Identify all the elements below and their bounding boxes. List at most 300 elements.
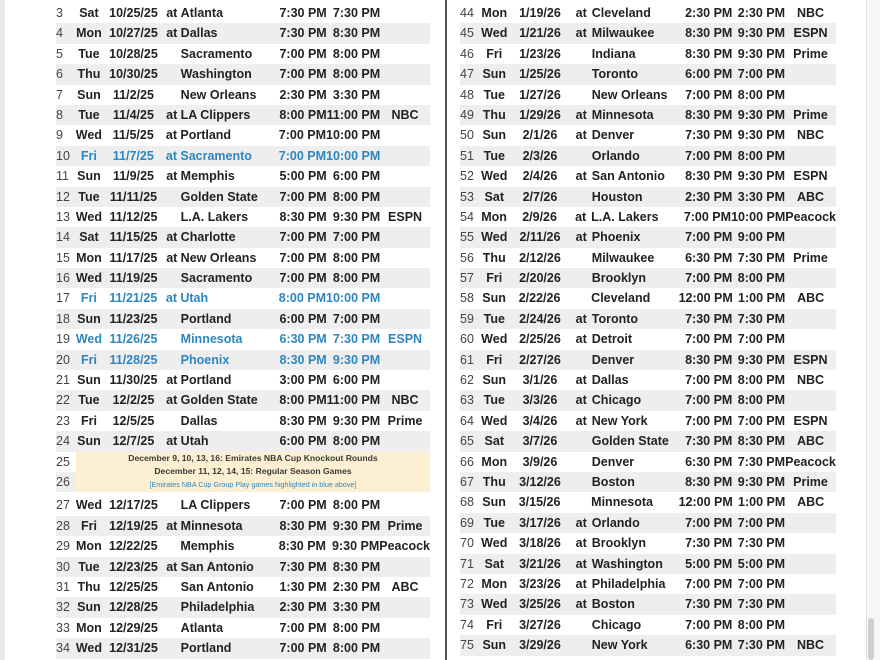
opponent: New York: [591, 413, 648, 428]
game-number: 5: [56, 46, 63, 61]
game-day: Fri: [80, 413, 97, 428]
game-row: [56, 288, 430, 308]
home-time: 7:00 PM: [737, 515, 786, 530]
home-time: 7:30 PM: [737, 638, 786, 653]
local-time: 8:00 PM: [279, 107, 327, 122]
game-row: [56, 516, 430, 536]
game-row: [56, 227, 430, 247]
game-date: 2/3/26: [522, 148, 558, 163]
opponent: Portland: [180, 641, 232, 656]
game-number: 55: [460, 230, 474, 245]
local-time: 8:30 PM: [279, 209, 327, 224]
local-time: 3:00 PM: [279, 373, 327, 388]
home-time: 9:30 PM: [332, 539, 380, 554]
opponent: Sacramento: [180, 148, 252, 163]
away-indicator: at: [166, 250, 178, 265]
game-day: Sat: [79, 230, 99, 245]
home-time: 9:30 PM: [737, 107, 786, 122]
game-date: 1/25/26: [519, 67, 561, 82]
opponent: Brooklyn: [591, 536, 646, 551]
game-number: 74: [460, 617, 474, 632]
away-indicator: at: [575, 393, 587, 408]
opponent: Minnesota: [591, 107, 654, 122]
local-time: 7:00 PM: [279, 67, 327, 82]
local-time: 8:30 PM: [279, 352, 327, 367]
game-number: 52: [460, 169, 474, 184]
away-indicator: at: [166, 169, 178, 184]
game-day: Sun: [77, 373, 101, 388]
game-row: [56, 309, 430, 329]
home-time: 9:30 PM: [737, 169, 786, 184]
game-date: 2/20/26: [519, 271, 561, 286]
opponent: LA Clippers: [180, 498, 251, 513]
home-time: 8:00 PM: [332, 189, 381, 204]
game-date: 2/7/26: [522, 189, 558, 204]
home-time: 9:30 PM: [332, 352, 381, 367]
game-day: Sat: [79, 6, 99, 20]
home-time: 10:00 PM: [326, 291, 381, 306]
game-number: 21: [56, 373, 70, 388]
game-day: Thu: [77, 67, 101, 82]
local-time: 6:00 PM: [685, 67, 733, 82]
note-row-numbers: [56, 452, 76, 493]
game-day: Wed: [75, 641, 103, 656]
game-date: 3/9/26: [522, 454, 558, 469]
game-date: 3/12/26: [519, 474, 561, 489]
game-day: Wed: [75, 209, 103, 224]
game-number: 58: [460, 291, 474, 306]
local-time: 7:00 PM: [685, 617, 733, 632]
game-date: 10/30/25: [109, 67, 158, 82]
row-number: 25: [56, 454, 70, 469]
opponent: Golden State: [180, 393, 258, 408]
opponent: Dallas: [180, 413, 218, 428]
local-time: 7:00 PM: [683, 209, 732, 224]
game-date: 11/7/25: [112, 148, 154, 163]
home-time: 8:00 PM: [332, 271, 381, 286]
opponent: Washington: [180, 67, 252, 82]
game-number: 24: [56, 434, 70, 449]
game-row: [56, 248, 430, 268]
local-time: 6:00 PM: [279, 434, 327, 449]
home-time: 9:30 PM: [737, 26, 786, 41]
opponent: Minnesota: [180, 518, 243, 533]
game-number: 46: [460, 46, 474, 61]
game-number: 70: [460, 536, 474, 551]
opponent: Atlanta: [180, 6, 224, 20]
away-indicator: at: [575, 26, 587, 41]
opponent: New Orleans: [591, 87, 668, 102]
home-time: 8:30 PM: [332, 559, 381, 574]
game-date: 11/5/25: [112, 128, 154, 143]
game-date: 2/4/26: [522, 169, 558, 184]
game-day: Tue: [483, 148, 505, 163]
local-time: 7:30 PM: [279, 6, 327, 20]
local-time: 6:30 PM: [279, 332, 327, 347]
game-number: 28: [56, 518, 70, 533]
game-date: 12/19/25: [109, 518, 158, 533]
game-row: [56, 557, 430, 577]
game-day: Mon: [76, 26, 102, 41]
opponent: Golden State: [591, 434, 669, 449]
local-time: 7:00 PM: [685, 271, 733, 286]
tv-network: Prime: [793, 46, 828, 61]
game-date: 12/5/25: [112, 413, 155, 428]
game-number: 75: [460, 638, 474, 653]
local-time: 7:00 PM: [279, 46, 327, 61]
game-day: Tue: [483, 393, 505, 408]
opponent: Orlando: [591, 515, 640, 530]
game-row: [460, 635, 836, 655]
game-day: Sun: [482, 638, 507, 653]
home-time: 11:00 PM: [326, 107, 381, 122]
home-time: 7:00 PM: [737, 576, 786, 591]
local-time: 6:30 PM: [685, 638, 733, 653]
game-date: 12/2/25: [112, 393, 155, 408]
game-day: Sun: [482, 291, 506, 306]
game-date: 12/25/25: [109, 579, 158, 594]
game-row: [460, 492, 836, 512]
opponent: Boston: [591, 597, 635, 612]
opponent: Boston: [591, 474, 635, 489]
game-number: 34: [56, 641, 70, 656]
home-time: 5:00 PM: [737, 556, 786, 571]
game-date: 1/21/26: [519, 26, 561, 41]
game-day: Sun: [77, 87, 101, 102]
home-time: 9:30 PM: [332, 209, 381, 224]
game-date: 3/27/26: [519, 617, 561, 632]
game-date: 12/23/25: [109, 559, 158, 574]
local-time: 2:30 PM: [279, 87, 327, 102]
game-day: Thu: [482, 250, 506, 265]
opponent: Dallas: [180, 26, 218, 41]
game-date: 2/22/26: [518, 291, 561, 306]
game-row: [460, 472, 836, 492]
home-time: 7:30 PM: [737, 536, 786, 551]
away-indicator: at: [575, 6, 587, 20]
local-time: 7:00 PM: [278, 148, 327, 163]
home-time: 3:30 PM: [737, 189, 786, 204]
game-day: Mon: [76, 539, 102, 554]
game-row: [56, 187, 430, 207]
game-date: 2/9/26: [522, 209, 557, 224]
home-time: 8:00 PM: [332, 67, 381, 82]
opponent: Philadelphia: [180, 600, 255, 615]
game-date: 11/15/25: [109, 230, 158, 245]
game-number: 17: [56, 291, 70, 306]
opponent: Atlanta: [180, 620, 224, 635]
opponent: Portland: [180, 373, 232, 388]
game-row: [56, 3, 430, 23]
local-time: 7:30 PM: [685, 536, 733, 551]
local-time: 7:00 PM: [279, 620, 327, 635]
game-date: 11/28/25: [109, 352, 158, 367]
home-time: 1:00 PM: [738, 291, 786, 306]
game-row: [460, 207, 836, 227]
game-number: 14: [56, 230, 70, 245]
game-row: [56, 105, 430, 125]
away-indicator: at: [575, 332, 587, 347]
game-day: Wed: [75, 128, 102, 143]
game-day: Tue: [78, 559, 100, 574]
game-day: Sat: [484, 189, 504, 204]
opponent: Sacramento: [180, 46, 253, 61]
game-day: Fri: [486, 271, 503, 286]
away-indicator: at: [165, 128, 178, 143]
nba-cup-note: [76, 452, 430, 493]
game-row: [56, 350, 430, 370]
home-time: 10:00 PM: [326, 148, 381, 163]
game-day: Fri: [486, 46, 503, 61]
local-time: 7:30 PM: [685, 434, 733, 449]
cup-note-block: [56, 452, 430, 493]
opponent: Minnesota: [591, 495, 653, 510]
away-indicator: at: [575, 311, 587, 326]
tv-network: Peacock: [785, 454, 836, 469]
game-date: 11/19/25: [109, 271, 158, 286]
opponent: Dallas: [591, 373, 629, 388]
game-number: 69: [460, 515, 474, 530]
away-indicator: at: [166, 373, 178, 388]
game-day: Sat: [484, 556, 504, 571]
game-list-oct-dec: [56, 3, 430, 452]
game-row: [460, 187, 836, 207]
local-time: 6:00 PM: [279, 311, 327, 326]
opponent: Houston: [591, 189, 643, 204]
tv-network: NBC: [391, 107, 419, 122]
local-time: 2:30 PM: [685, 189, 733, 204]
game-row: [460, 574, 836, 594]
game-date: 11/2/25: [112, 87, 154, 102]
away-indicator: at: [575, 209, 587, 224]
away-indicator: at: [166, 559, 178, 574]
away-indicator: at: [165, 291, 178, 306]
tv-network: ESPN: [793, 26, 828, 41]
game-number: 53: [460, 189, 474, 204]
game-date: 11/12/25: [109, 209, 158, 224]
game-row: [460, 227, 836, 247]
local-time: 7:00 PM: [685, 515, 733, 530]
home-time: 8:00 PM: [737, 148, 786, 163]
game-row: [56, 207, 430, 227]
game-number: 19: [56, 332, 70, 347]
tv-network: ESPN: [793, 352, 828, 367]
home-time: 9:00 PM: [737, 230, 786, 245]
away-indicator: at: [166, 518, 178, 533]
game-day: Wed: [75, 498, 103, 513]
away-indicator: at: [165, 148, 178, 163]
game-number: 30: [56, 559, 70, 574]
home-time: 11:00 PM: [326, 393, 381, 408]
game-day: Sun: [77, 434, 101, 449]
game-date: 3/1/26: [522, 373, 558, 388]
tv-network: Prime: [793, 474, 828, 489]
game-date: 3/25/26: [519, 597, 561, 612]
away-indicator: at: [166, 26, 178, 41]
game-row: [56, 23, 430, 43]
game-number: 23: [56, 413, 70, 428]
opponent: Indiana: [591, 46, 636, 61]
game-row: [56, 536, 430, 556]
game-number: 29: [56, 539, 70, 554]
game-day: Tue: [483, 87, 505, 102]
local-time: 7:00 PM: [685, 373, 733, 388]
game-number: 71: [460, 556, 474, 571]
away-indicator: at: [575, 413, 587, 428]
game-date: 1/23/26: [519, 46, 561, 61]
game-number: 13: [56, 209, 70, 224]
game-day: Wed: [481, 597, 508, 612]
opponent: Orlando: [591, 148, 640, 163]
opponent: Toronto: [591, 311, 639, 326]
game-number: 4: [56, 26, 63, 41]
home-time: 7:30 PM: [737, 597, 786, 612]
home-time: 3:30 PM: [332, 600, 381, 615]
game-row: [460, 23, 836, 43]
home-time: 3:30 PM: [332, 87, 381, 102]
game-row: [460, 105, 836, 125]
game-number: 16: [56, 271, 70, 286]
opponent: San Antonio: [591, 169, 665, 184]
game-day: Tue: [483, 311, 505, 326]
opponent: Chicago: [591, 617, 642, 632]
tv-network: NBC: [796, 128, 825, 143]
local-time: 7:30 PM: [685, 311, 733, 326]
home-time: 9:30 PM: [332, 413, 381, 428]
game-row: [56, 64, 430, 84]
opponent: Utah: [180, 434, 209, 449]
game-number: 56: [460, 250, 474, 265]
game-day: Thu: [482, 107, 506, 122]
game-row: [56, 146, 430, 166]
local-time: 8:30 PM: [685, 46, 733, 61]
game-day: Sun: [482, 67, 507, 82]
opponent: Brooklyn: [591, 271, 646, 286]
local-time: 2:30 PM: [685, 6, 733, 20]
game-date: 3/21/26: [519, 556, 561, 571]
local-time: 8:30 PM: [685, 169, 733, 184]
game-day: Mon: [481, 576, 508, 591]
game-number: 64: [460, 413, 474, 428]
game-number: 66: [460, 454, 474, 469]
local-time: 7:30 PM: [279, 559, 327, 574]
game-row: [460, 390, 836, 410]
game-number: 65: [460, 434, 474, 449]
opponent: New Orleans: [180, 87, 257, 102]
game-day: Tue: [78, 393, 100, 408]
game-row: [460, 64, 836, 84]
game-date: 2/11/26: [519, 230, 561, 245]
game-day: Wed: [75, 332, 103, 347]
game-date: 11/30/25: [109, 373, 158, 388]
local-time: 8:30 PM: [279, 518, 327, 533]
opponent: Milwaukee: [591, 26, 655, 41]
game-row: [460, 309, 836, 329]
game-day: Wed: [481, 230, 508, 245]
game-row: [460, 329, 836, 349]
home-time: 8:00 PM: [737, 617, 786, 632]
game-number: 27: [56, 498, 70, 513]
game-day: Mon: [76, 620, 102, 635]
game-row: [460, 146, 836, 166]
game-number: 73: [460, 597, 474, 612]
game-date: 3/29/26: [519, 638, 561, 653]
local-time: 7:00 PM: [685, 148, 733, 163]
local-time: 7:00 PM: [685, 413, 733, 428]
game-number: 48: [460, 87, 474, 102]
home-time: 7:30 PM: [332, 332, 381, 347]
game-row: [460, 533, 836, 553]
game-number: 20: [56, 352, 70, 367]
game-row: [460, 85, 836, 105]
scrollbar-thumb[interactable]: [868, 618, 874, 660]
game-day: Wed: [75, 271, 103, 286]
home-time: 8:00 PM: [737, 393, 786, 408]
game-date: 12/29/25: [109, 620, 158, 635]
game-date: 11/17/25: [109, 250, 158, 265]
home-time: 8:30 PM: [737, 434, 786, 449]
home-time: 6:00 PM: [332, 169, 381, 184]
home-time: 8:00 PM: [737, 373, 786, 388]
home-time: 9:30 PM: [737, 474, 786, 489]
local-time: 8:30 PM: [685, 26, 733, 41]
local-time: 5:00 PM: [279, 169, 327, 184]
game-row: [56, 85, 430, 105]
game-row: [56, 618, 430, 638]
opponent: Washington: [591, 556, 663, 571]
schedule-panel-left: [56, 0, 430, 659]
local-time: 6:30 PM: [685, 250, 733, 265]
tv-network: Prime: [387, 413, 423, 428]
game-number: 11: [56, 169, 69, 184]
game-day: Mon: [481, 454, 508, 469]
local-time: 7:30 PM: [279, 26, 327, 41]
game-number: 51: [460, 148, 474, 163]
game-date: 2/25/26: [519, 332, 561, 347]
game-row: [460, 594, 836, 614]
scrollbar-track[interactable]: [866, 0, 880, 660]
away-indicator: at: [575, 107, 587, 122]
opponent: L.A. Lakers: [591, 209, 659, 224]
home-time: 8:00 PM: [332, 250, 381, 265]
game-date: 10/28/25: [109, 46, 158, 61]
game-row: [460, 513, 836, 533]
home-time: 10:00 PM: [731, 209, 786, 224]
game-day: Wed: [481, 332, 508, 347]
local-time: 5:00 PM: [685, 556, 733, 571]
local-time: 8:30 PM: [685, 352, 733, 367]
away-indicator: at: [575, 230, 587, 245]
game-day: Mon: [76, 250, 102, 265]
game-row: [460, 370, 836, 390]
game-row: [56, 577, 430, 597]
game-number: 31: [56, 579, 70, 594]
local-time: 7:00 PM: [685, 393, 733, 408]
game-date: 2/12/26: [519, 250, 561, 265]
game-row: [56, 638, 430, 658]
note-line-regular: December 11, 12, 14, 15: Regular Season Games: [154, 466, 352, 477]
column-divider: [445, 0, 447, 660]
game-date: 11/11/25: [109, 189, 158, 204]
game-day: Tue: [483, 515, 505, 530]
game-row: [460, 431, 836, 451]
tv-network: Prime: [793, 107, 828, 122]
tv-network: ABC: [796, 434, 825, 449]
opponent: Denver: [591, 454, 635, 469]
row-number: 26: [56, 472, 76, 492]
local-time: 7:30 PM: [685, 128, 733, 143]
game-day: Thu: [482, 474, 506, 489]
